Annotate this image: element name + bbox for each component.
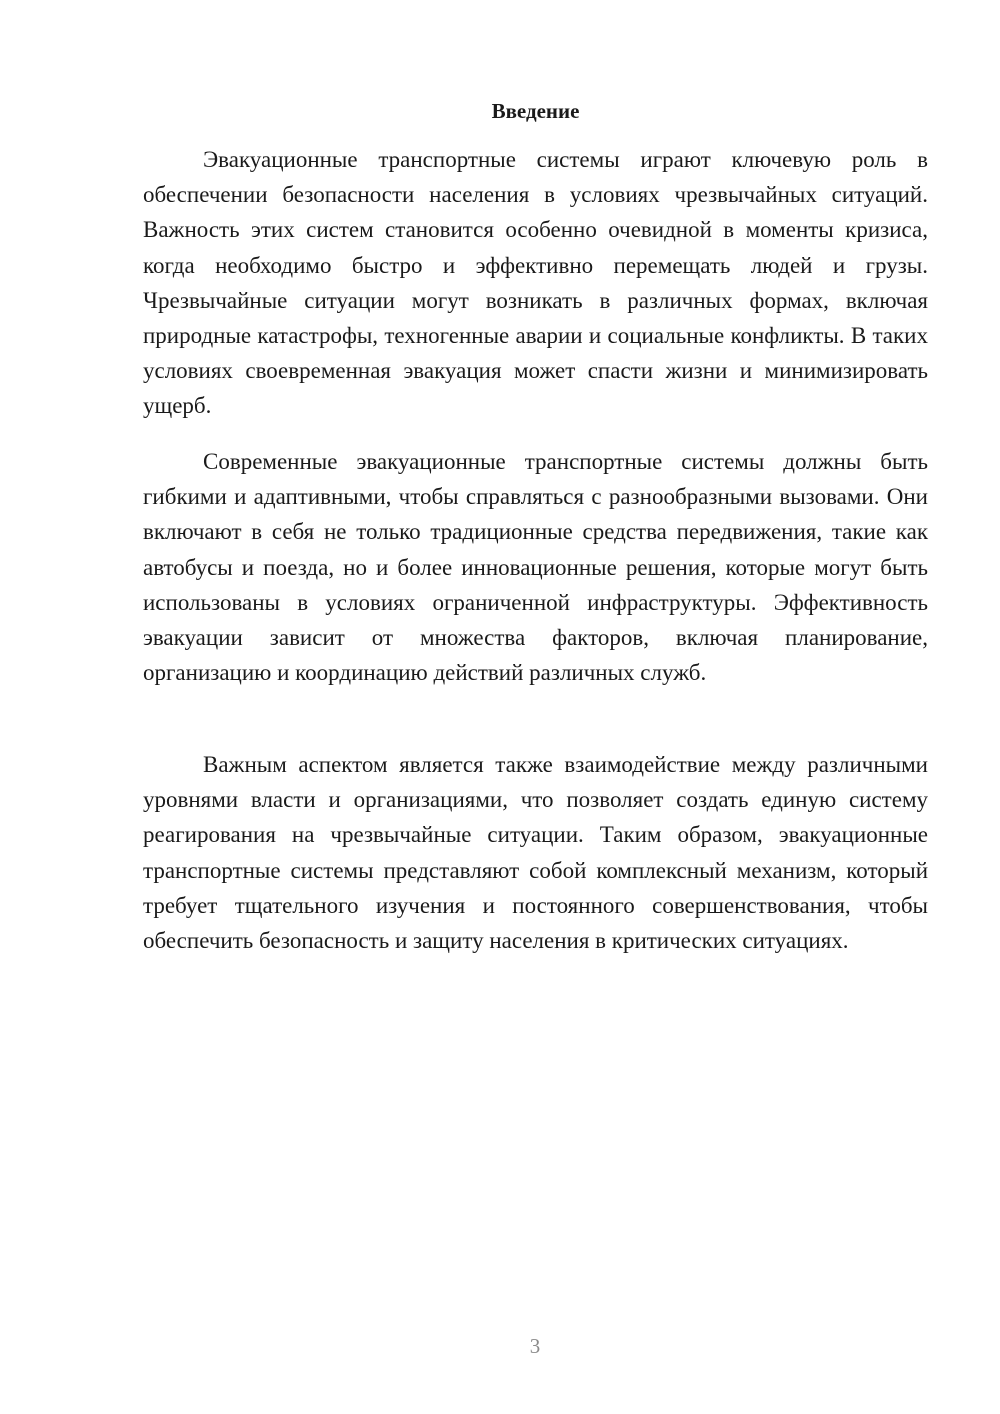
paragraph-1: Эвакуационные транспортные системы играют ключевую роль в обеспечении безопасности населения в условиях чрезвычайных ситуаций. Важность этих систем становится особенно очевидной в моменты кризиса, когда необходимо быстро и эффективно перемещать людей и грузы. Чрезвычайные ситуации могут возникать в различных формах, включая природные катастрофы, техногенные аварии и социальные конфликты. В таких условиях своевременная эвакуация может спасти жизни и минимизировать ущерб. — [143, 147, 928, 419]
paragraph-3: Важным аспектом является также взаимодействие между различными уровнями власти и организациями, что позволяет создать единую систему реагирования на чрезвычайные ситуации. Таким образом, эвакуационные транспортные системы представляют собой комплексный механизм, который требует тщательного изучения и постоянного совершенствования, чтобы обеспечить безопасность и защиту населения в критических ситуациях. — [143, 752, 928, 954]
paragraph-2: Современные эвакуационные транспортные системы должны быть гибкими и адаптивными, чтобы справляться с разнообразными вызовами. Они включают в себя не только традиционные средства передвижения, такие как автобусы и поезда, но и более инновационные решения, которые могут быть использованы в условиях ограниченной инфраструктуры. Эффективность эвакуации зависит от множества факторов, включая планирование, организацию и координацию действий различных служб. — [143, 449, 928, 686]
page-number: 3 — [529, 1334, 541, 1358]
section-title: Введение — [491, 99, 580, 123]
